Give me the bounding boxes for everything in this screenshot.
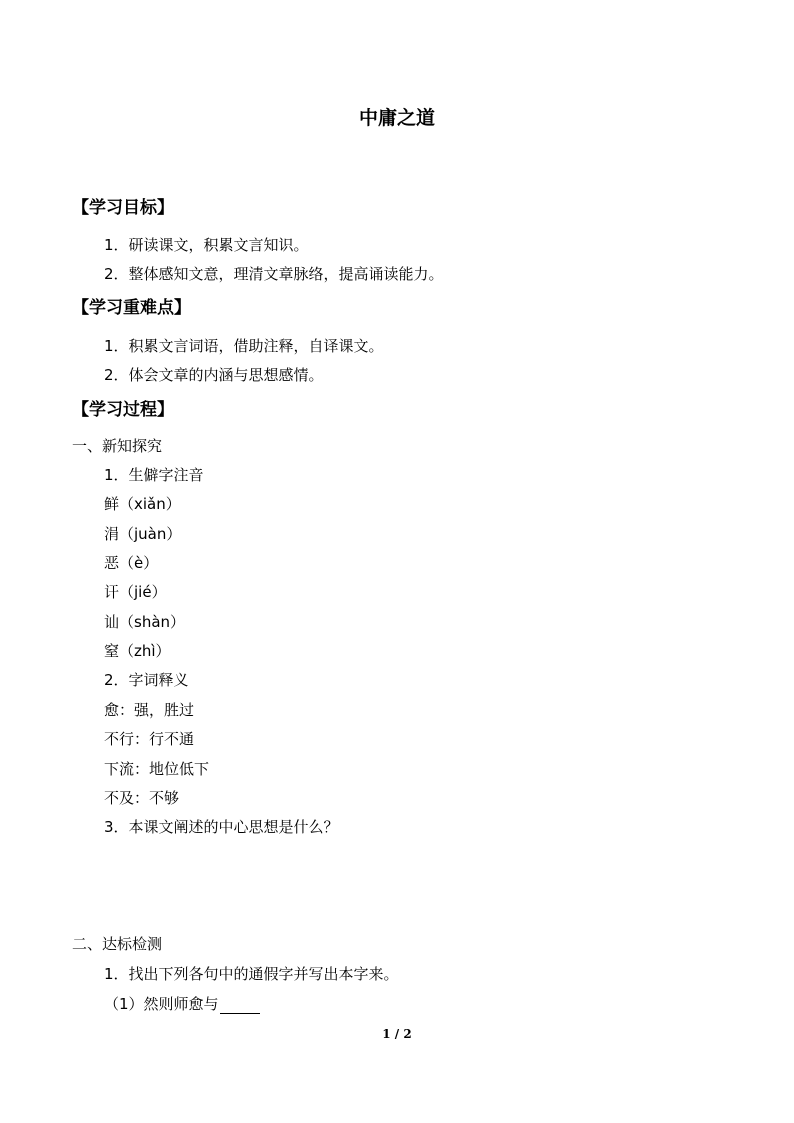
- part1-heading: 一、新知探究: [72, 437, 163, 455]
- goal-item-2: 2．整体感知文意，理清文章脉络，提高诵读能力。: [104, 265, 444, 283]
- pronunciation-item: 讪（shàn）: [104, 613, 186, 631]
- exercise-item-1: [104, 993, 260, 1014]
- pronunciation-item: 恶（è）: [104, 554, 159, 572]
- definition-item: 不及：不够: [104, 789, 180, 807]
- page-number: 1 / 2: [382, 1027, 412, 1041]
- definition-item: 不行：行不通: [104, 730, 195, 748]
- pronunciation-item: 涓（juàn）: [104, 525, 182, 543]
- answer-blank[interactable]: [220, 999, 260, 1014]
- goal-item-1: 1．研读课文，积累文言知识。: [104, 236, 309, 254]
- exercise-item-1-text: （1）然则师愈与: [104, 995, 219, 1013]
- section-heading-goals: 【学习目标】: [72, 198, 174, 218]
- part1-question-3: 3．本课文阐述的中心思想是什么？: [104, 818, 339, 836]
- page-title: 中庸之道: [358, 107, 435, 129]
- definition-item: 愈：强，胜过: [104, 701, 195, 719]
- part2-heading: 二、达标检测: [72, 935, 163, 953]
- section-heading-key-points: 【学习重难点】: [72, 298, 191, 318]
- definition-item: 下流：地位低下: [104, 760, 210, 778]
- key-point-item-2: 2．体会文章的内涵与思想感情。: [104, 366, 324, 384]
- pronunciation-item: 鲜（xiǎn）: [104, 495, 181, 513]
- part1-question-1: 1．生僻字注音: [104, 466, 204, 484]
- part2-question-1: 1．找出下列各句中的通假字并写出本字来。: [104, 965, 399, 983]
- key-point-item-1: 1．积累文言词语，借助注释，自译课文。: [104, 337, 384, 355]
- part1-question-2: 2．字词释义: [104, 671, 189, 689]
- pronunciation-item: 讦（jié）: [104, 583, 167, 601]
- section-heading-process: 【学习过程】: [72, 400, 174, 420]
- pronunciation-item: 窒（zhì）: [104, 642, 171, 660]
